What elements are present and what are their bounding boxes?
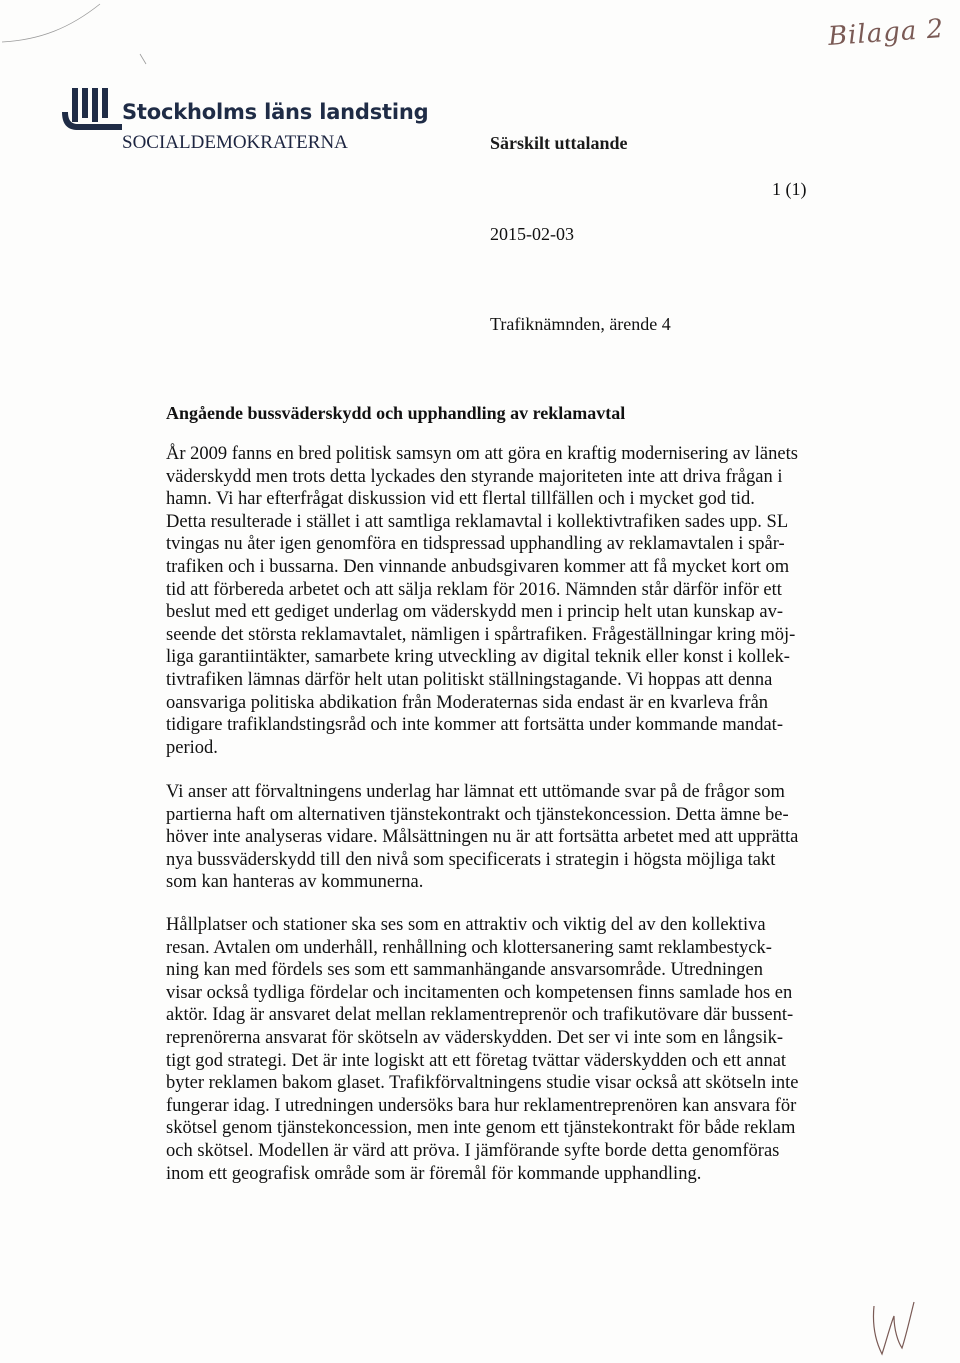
text-line: och skötsel. Modellen är värd att pröva. I jämförande syfte borde detta genomföras (166, 1140, 780, 1161)
text-line: hamn. Vi har efterfrågat diskussion vid ett flertal tillfällen och i mycket god tid. (166, 489, 755, 510)
text-line: trafiken och i bussarna. Den vinnande anbudsgivaren kommer att få mycket kort om (166, 556, 790, 577)
text-line: visar också tydliga fördelar och incitamenten och kompetensen finns samlade hos en (166, 982, 793, 1003)
text-line: skötsel genom tjänstekoncession, men inte genom ett tjänstekontrakt för både reklam (166, 1118, 796, 1139)
text-line: byter reklamen bakom glaset. Trafikförvaltningens studie visar också att skötseln inte (166, 1073, 799, 1094)
text-line: nya bussväderskydd till den nivå som specificerats i strategin i högsta möjliga takt (166, 849, 776, 870)
sll-logo-icon (62, 88, 122, 134)
text-line: oansvariga politiska abdikation från Moderaternas sida endast är en kvarleva från (166, 692, 769, 713)
text-line: Detta resulterade i stället i att samtliga reklamavtal i kollektivtrafiken sades upp. SL (166, 511, 789, 532)
text-line: liga garantiintäkter, samarbete kring utveckling av digital teknik eller konst i kollek- (166, 647, 790, 668)
text-line: resan. Avtalen om underhåll, renhållning och klottersanering samt reklambestyck- (166, 937, 772, 958)
document-date: 2015-02-03 (490, 224, 574, 244)
meeting-reference: Trafiknämnden, ärende 4 (490, 314, 671, 334)
text-line: partierna haft om alternativen tjänstekontrakt och tjänstekoncession. Detta ämne be- (166, 804, 789, 825)
page-number: 1 (1) (772, 179, 807, 199)
document-title: Angående bussväderskydd och upphandling av reklamavtal (166, 403, 626, 423)
text-line: tigt god strategi. Det är inte logiskt att ett företag tvättar väderskydden och ett annat (166, 1050, 787, 1071)
text-line: tvingas nu åter igen genomföra en tidspressad upphandling av reklamavtalen i spår- (166, 534, 785, 555)
pen-stroke-mark (0, 0, 160, 70)
handwritten-attachment-note: Bilaga 2 (827, 13, 946, 53)
text-line: Hållplatser och stationer ska ses som en attraktiv och viktig del av den kollektiva (166, 915, 766, 935)
text-line: Vi anser att förvaltningens underlag har lämnat ett uttömande svar på de frågor som (166, 782, 785, 802)
initials-signature-icon (868, 1296, 918, 1358)
body-paragraph (166, 781, 816, 894)
text-line: inom ett geografisk område som är föremål för kommande upphandling. (166, 1163, 702, 1184)
text-line: aktör. Idag är ansvaret delat mellan reklamentreprenör och trafikutövare där bussent- (166, 1005, 794, 1026)
body-paragraph (166, 914, 816, 1185)
text-line: höver inte analyseras vidare. Målsättningen nu är att fortsätta arbetet med att upprätta (166, 827, 799, 848)
text-line: fungerar idag. I utredningen undersöks bara hur reklamentreprenören kan ansvara för (166, 1095, 797, 1116)
text-line: reprenörerna ansvarat för skötseln av väderskydden. Det ser vi inte som en långsik- (166, 1027, 783, 1048)
text-line: ning kan med fördels ses som ett sammanhängande ansvarsområde. Utredningen (166, 960, 763, 981)
text-line: År 2009 fanns en bred politisk samsyn om att göra en kraftig modernisering av länets (166, 444, 798, 464)
organization-name: Stockholms läns landsting (122, 100, 429, 124)
text-line: tivtrafiken lämnas därför helt utan politiskt ställningstagande. Vi hoppas att denna (166, 669, 773, 690)
party-name: SOCIALDEMOKRATERNA (122, 132, 348, 153)
text-line: tidigare trafiklandstingsråd och inte kommer att fortsätta under kommande mandat- (166, 715, 783, 736)
text-line: som kan hanteras av kommunerna. (166, 872, 424, 893)
text-line: tid att förbereda arbetet och att sälja reklam för 2016. Nämnden står därför inför ett (166, 579, 782, 600)
text-line: seende det största reklamavtalet, nämligen i spårtrafiken. Frågeställningar kring möj- (166, 624, 796, 645)
text-line: väderskydd men trots detta lyckades den styrande majoriteten inte att driva frågan i (166, 466, 783, 487)
text-line: period. (166, 737, 218, 758)
text-line: beslut med ett gediget underlag om väderskydd men i princip helt utan kunskap av- (166, 602, 784, 623)
body-paragraph (166, 443, 816, 759)
document-type: Särskilt uttalande (490, 133, 628, 153)
